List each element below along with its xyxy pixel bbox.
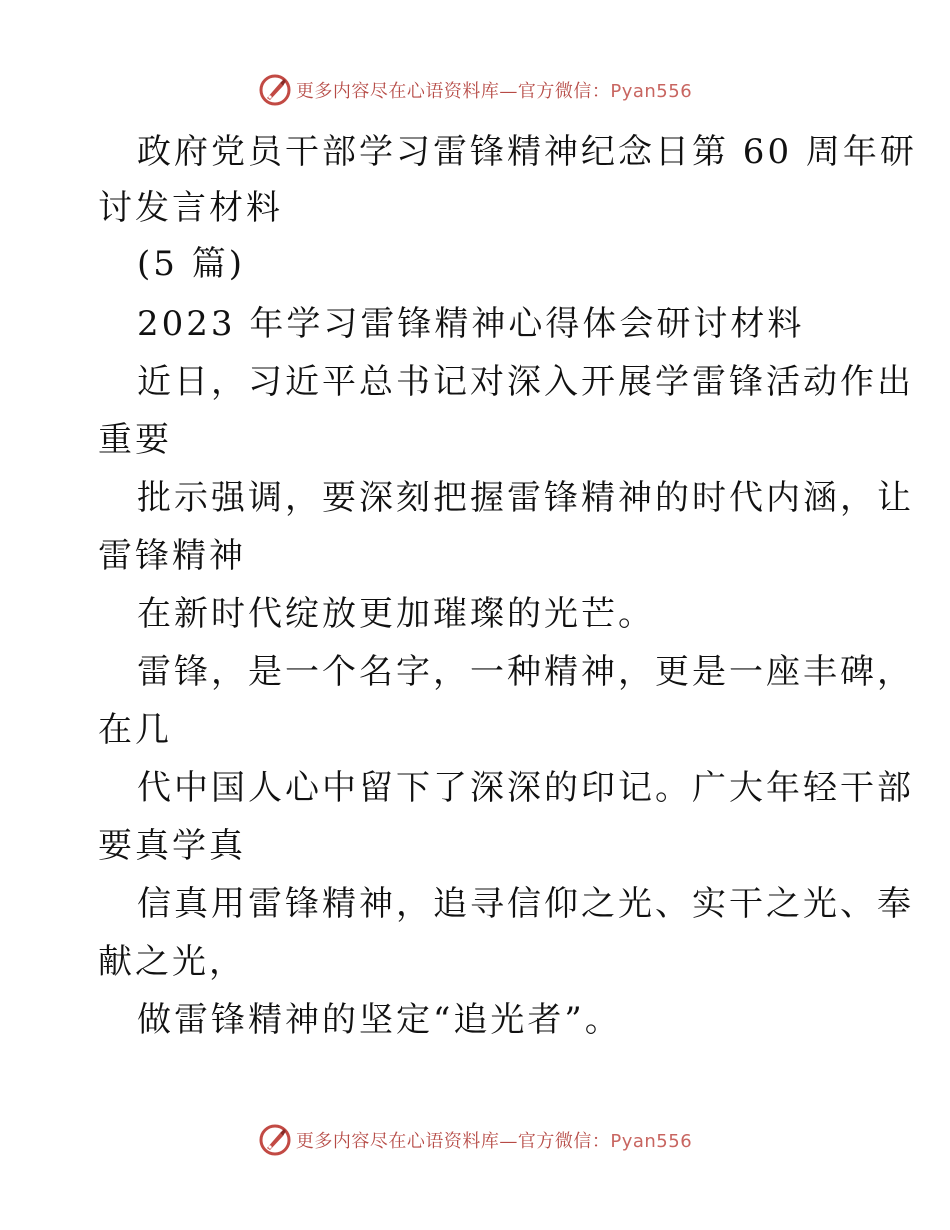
paragraph-line: 近日，习近平总书记对深入开展学雷锋活动作出: [137, 362, 914, 402]
paragraph-line: 代中国人心中留下了深深的印记。广大年轻干部: [137, 768, 914, 808]
title-line-1: 政府党员干部学习雷锋精神纪念日第 60 周年研: [137, 132, 917, 172]
paragraph-line: 重要: [98, 420, 172, 460]
title-line-2: 讨发言材料: [98, 188, 283, 228]
pen-logo-icon: [258, 1123, 292, 1157]
watermark-banner-bottom: [0, 1120, 950, 1160]
watermark-text: 更多内容尽在心语资料库—官方微信：Pyan556: [295, 1131, 693, 1152]
paragraph-line: 信真用雷锋精神，追寻信仰之光、实干之光、奉: [137, 884, 914, 924]
paragraph-line: 批示强调，要深刻把握雷锋精神的时代内涵，让: [137, 478, 914, 518]
paragraph-line: 在几: [98, 710, 172, 750]
watermark-banner-top: [0, 70, 950, 110]
pen-logo-icon: [258, 73, 292, 107]
paragraph-line: 雷锋精神: [98, 536, 246, 576]
watermark-handle: Pyan556: [610, 81, 693, 102]
watermark-handle: Pyan556: [610, 1131, 693, 1152]
watermark-text: 更多内容尽在心语资料库—官方微信：Pyan556: [295, 81, 693, 102]
paragraph-line: 献之光，: [98, 942, 246, 982]
paragraph-line: 做雷锋精神的坚定“追光者”。: [137, 1000, 622, 1040]
paragraph-line: 雷锋，是一个名字，一种精神，更是一座丰碑，: [137, 652, 914, 692]
paragraph-line: 要真学真: [98, 826, 246, 866]
title-count: (5 篇): [137, 244, 245, 284]
paragraph-line: 在新时代绽放更加璀璨的光芒。: [137, 594, 655, 634]
subtitle-line: 2023 年学习雷锋精神心得体会研讨材料: [137, 304, 805, 344]
